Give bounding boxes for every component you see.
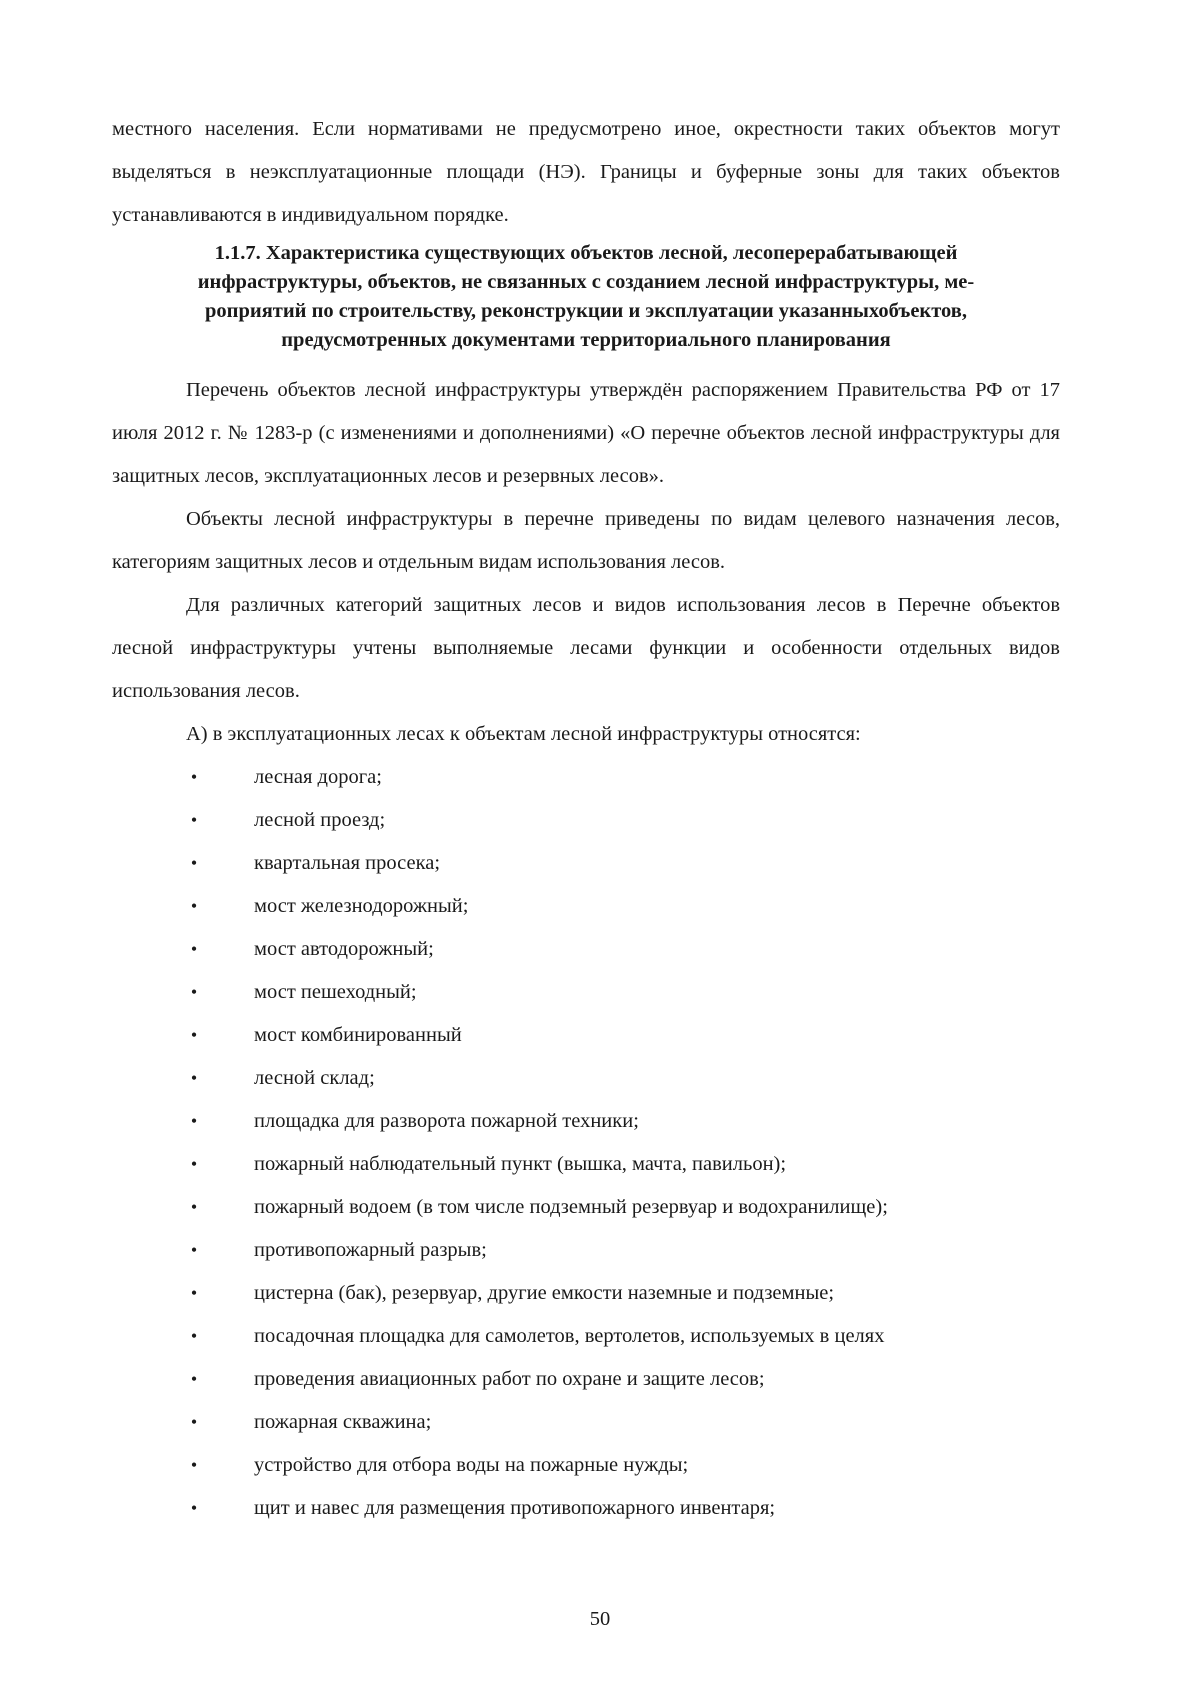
- list-item-text: лесной склад;: [254, 1067, 375, 1089]
- bullet-icon: •: [190, 1111, 198, 1131]
- bullet-icon: •: [190, 810, 198, 830]
- list-item: [112, 1057, 1060, 1100]
- list-item: [112, 1100, 1060, 1143]
- list-item: [112, 1229, 1060, 1272]
- document-page: [112, 108, 1060, 1530]
- list-item: [112, 1487, 1060, 1530]
- bullet-icon: •: [190, 1326, 198, 1346]
- list-item-text: противопожарный разрыв;: [254, 1239, 487, 1261]
- list-item: [112, 1272, 1060, 1315]
- bullet-icon: •: [190, 1455, 198, 1475]
- paragraph: Для различных категорий защитных лесов и видов использования лесов в Перечне объектов лесной инфраструктуры учтены выполняемые лесами функции и особенности отдельных видов использования лесов.: [112, 594, 1060, 702]
- paragraph-continuation: местного населения. Если нормативами не предусмотрено иное, окрестности таких объектов могут выделяться в неэксплуатационные площади (НЭ). Границы и буферные зоны для таких объектов устанавливаются в индивидуальном порядке.: [112, 118, 1060, 226]
- list-item-text: пожарный водоем (в том числе подземный резервуар и водохранилище);: [254, 1196, 888, 1218]
- bullet-icon: •: [190, 1283, 198, 1303]
- list-item: [112, 756, 1060, 799]
- heading-line: предусмотренных документами территориального планирования: [281, 329, 891, 351]
- list-item-text: устройство для отбора воды на пожарные нужды;: [254, 1454, 689, 1476]
- bullet-icon: •: [190, 1025, 198, 1045]
- list-item-text: пожарный наблюдательный пункт (вышка, мачта, павильон);: [254, 1153, 787, 1175]
- bullet-icon: •: [190, 1240, 198, 1260]
- list-item-text: посадочная площадка для самолетов, вертолетов, используемых в целях: [254, 1325, 885, 1347]
- list-item-text: квартальная просека;: [254, 852, 441, 874]
- paragraph: Перечень объектов лесной инфраструктуры утверждён распоряжением Правительства РФ от 17 июля 2012 г. № 1283-р (с изменениями и дополнениями) «О перечне объектов лесной инфраструктуры для защитных лесов, эксплуатационных лесов и резервных лесов».: [112, 379, 1060, 487]
- list-item: [112, 1315, 1060, 1358]
- heading-line: роприятий по строительству, реконструкции и эксплуатации указанныхобъектов,: [205, 300, 967, 322]
- list-item-text: проведения авиационных работ по охране и защите лесов;: [254, 1368, 765, 1390]
- page-number: 50: [589, 1608, 611, 1630]
- list-item: [112, 1358, 1060, 1401]
- list-item-text: мост пешеходный;: [254, 981, 417, 1003]
- list-item: [112, 842, 1060, 885]
- heading-line: 1.1.7. Характеристика существующих объектов лесной, лесоперерабатывающей: [214, 242, 958, 264]
- heading-line: инфраструктуры, объектов, не связанных с созданием лесной инфраструктуры, ме-: [197, 271, 975, 293]
- bullet-icon: •: [190, 939, 198, 959]
- bullet-icon: •: [190, 1369, 198, 1389]
- list-item: [112, 1401, 1060, 1444]
- bullet-icon: •: [190, 1154, 198, 1174]
- bullet-icon: •: [190, 853, 198, 873]
- list-item: [112, 799, 1060, 842]
- bullet-icon: •: [190, 982, 198, 1002]
- list-item-text: пожарная скважина;: [254, 1411, 432, 1433]
- list-item-text: мост автодорожный;: [254, 938, 434, 960]
- list-item-text: мост железнодорожный;: [254, 895, 469, 917]
- bullet-icon: •: [190, 1498, 198, 1518]
- bullet-icon: •: [190, 896, 198, 916]
- bullet-icon: •: [190, 1068, 198, 1088]
- list-item: [112, 1014, 1060, 1057]
- list-item: [112, 1444, 1060, 1487]
- list-item-text: площадка для разворота пожарной техники;: [254, 1110, 639, 1132]
- list-item-text: щит и навес для размещения противопожарного инвентаря;: [254, 1497, 776, 1519]
- list-item: [112, 1186, 1060, 1229]
- paragraph: А) в эксплуатационных лесах к объектам лесной инфраструктуры относятся:: [186, 723, 861, 745]
- bullet-icon: •: [190, 1197, 198, 1217]
- bullet-icon: •: [190, 1412, 198, 1432]
- list-item: [112, 928, 1060, 971]
- list-item-text: лесной проезд;: [254, 809, 386, 831]
- section-heading: [112, 239, 1060, 355]
- list-item-text: лесная дорога;: [254, 766, 382, 788]
- infrastructure-list: [112, 756, 1060, 1530]
- list-item: [112, 885, 1060, 928]
- list-item-text: цистерна (бак), резервуар, другие емкости наземные и подземные;: [254, 1282, 835, 1304]
- list-item: [112, 971, 1060, 1014]
- bullet-icon: •: [190, 767, 198, 787]
- list-item: [112, 1143, 1060, 1186]
- paragraph: Объекты лесной инфраструктуры в перечне приведены по видам целевого назначения лесов, категориям защитных лесов и отдельным видам использования лесов.: [112, 508, 1060, 573]
- list-item-text: мост комбинированный: [254, 1024, 462, 1046]
